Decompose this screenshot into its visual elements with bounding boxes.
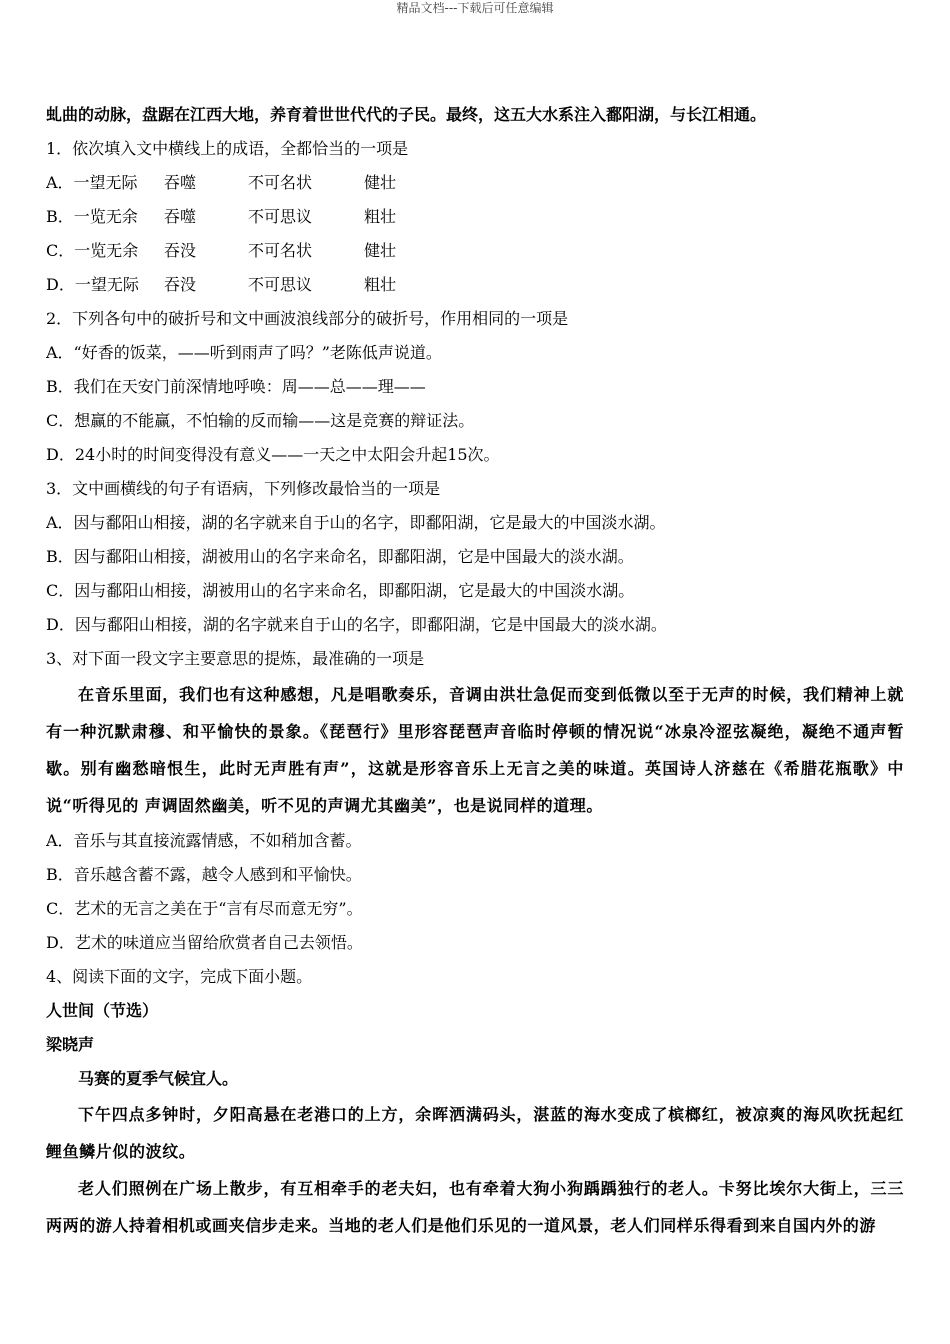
q1-c-word3: 不可名状: [248, 241, 313, 260]
q1-option-c: [46, 234, 904, 268]
q1-option-d: [46, 268, 904, 302]
q1-d-word3: 不可思议: [248, 275, 313, 294]
q2-option-d: D．24小时的时间变得没有意义——一天之中太阳会升起15次。: [46, 445, 500, 464]
q1-a-word4: 健壮: [364, 173, 397, 192]
q3b-option-b: B．音乐越含蓄不露，越令人感到和平愉快。: [46, 865, 362, 884]
article-author: 梁晓声: [46, 1035, 95, 1054]
q4-title: 4、阅读下面的文字，完成下面小题。: [46, 967, 313, 986]
q1-b-word1: B．一览无余: [46, 207, 138, 226]
q1-option-b: [46, 200, 904, 234]
page-header: 精品文档---下载后可任意编辑: [396, 1, 554, 15]
q3b-title: 3、对下面一段文字主要意思的提炼，最准确的一项是: [46, 649, 425, 668]
q1-d-word1: D．一望无际: [46, 275, 139, 294]
q3b-passage: 在音乐里面，我们也有这种感想，凡是唱歌奏乐，音调由洪壮急促而变到低微以至于无声的时候，我们精神上就有一种沉默肃穆、和平愉快的景象。《琵琶行》里形容琵琶声音临时停顿的情况说“冰泉冷涩弦凝绝，凝绝不通声暂歇。别有幽愁暗恨生，此时无声胜有声”，这就是形容音乐上无言之美的味道。英国诗人济慈在《希腊花瓶歌》中说“听得见的 声调固然幽美，听不见的声调尤其幽美”，也是说同样的道理。: [46, 685, 904, 815]
q3-option-d: D．因与鄱阳山相接，湖的名字就来自于山的名字，即鄱阳湖，它是中国最大的淡水湖。: [46, 615, 667, 634]
q3-title: 3．文中画横线的句子有语病，下列修改最恰当的一项是: [46, 479, 441, 498]
article-paragraph-3: 老人们照例在广场上散步，有互相牵手的老夫妇，也有牵着大狗小狗踽踽独行的老人。卡努比埃尔大街上，三三两两的游人持着相机或画夹信步走来。当地的老人们是他们乐见的一道风景，老人们同样乐得看到来自国内外的游: [46, 1179, 904, 1235]
q2-option-b: B．我们在天安门前深情地呼唤：周——总——理——: [46, 377, 426, 396]
article-paragraph-1: 马赛的夏季气候宜人。: [78, 1069, 239, 1088]
q2-option-a: A．“好香的饭菜，——听到雨声了吗？”老陈低声说道。: [46, 343, 442, 362]
q1-b-word2: 吞噬: [164, 207, 197, 226]
q1-title: 1．依次填入文中横线上的成语，全都恰当的一项是: [46, 139, 409, 158]
q3-option-a: A．因与鄱阳山相接，湖的名字就来自于山的名字，即鄱阳湖，它是最大的中国淡水湖。: [46, 513, 666, 532]
q1-b-word3: 不可思议: [248, 207, 313, 226]
intro-line: 虬曲的动脉，盘踞在江西大地，养育着世世代代的子民。最终，这五大水系注入鄱阳湖，与长江相通。: [46, 105, 767, 124]
q1-option-a: [46, 166, 904, 200]
q3b-option-c: C．艺术的无言之美在于“言有尽而意无穷”。: [46, 899, 363, 918]
q1-b-word4: 粗壮: [364, 207, 397, 226]
q2-title: 2．下列各句中的破折号和文中画波浪线部分的破折号，作用相同的一项是: [46, 309, 569, 328]
q1-a-word3: 不可名状: [248, 173, 313, 192]
q1-c-word4: 健壮: [364, 241, 397, 260]
q3b-option-d: D．艺术的味道应当留给欣赏者自己去领悟。: [46, 933, 363, 952]
q1-d-word2: 吞没: [164, 275, 197, 294]
q2-option-c: C．想赢的不能赢，不怕输的反而输——这是竞赛的辩证法。: [46, 411, 475, 430]
article-paragraph-2: 下午四点多钟时，夕阳高悬在老港口的上方，余晖洒满码头，湛蓝的海水变成了槟榔红，被凉爽的海风吹抚起红鲤鱼鳞片似的波纹。: [46, 1105, 904, 1161]
q1-c-word2: 吞没: [164, 241, 197, 260]
article-title: 人世间（节选）: [46, 1001, 159, 1020]
q1-c-word1: C．一览无余: [46, 241, 139, 260]
document-body: [46, 98, 904, 1244]
q1-d-word4: 粗壮: [364, 275, 397, 294]
q3b-option-a: A．音乐与其直接流露情感，不如稍加含蓄。: [46, 831, 362, 850]
q3-option-c: C．因与鄱阳山相接，湖被用山的名字来命名，即鄱阳湖，它是最大的中国淡水湖。: [46, 581, 635, 600]
q1-a-word2: 吞噬: [164, 173, 197, 192]
q3-option-b: B．因与鄱阳山相接，湖被用山的名字来命名，即鄱阳湖，它是中国最大的淡水湖。: [46, 547, 634, 566]
q1-a-word1: A．一望无际: [46, 173, 138, 192]
